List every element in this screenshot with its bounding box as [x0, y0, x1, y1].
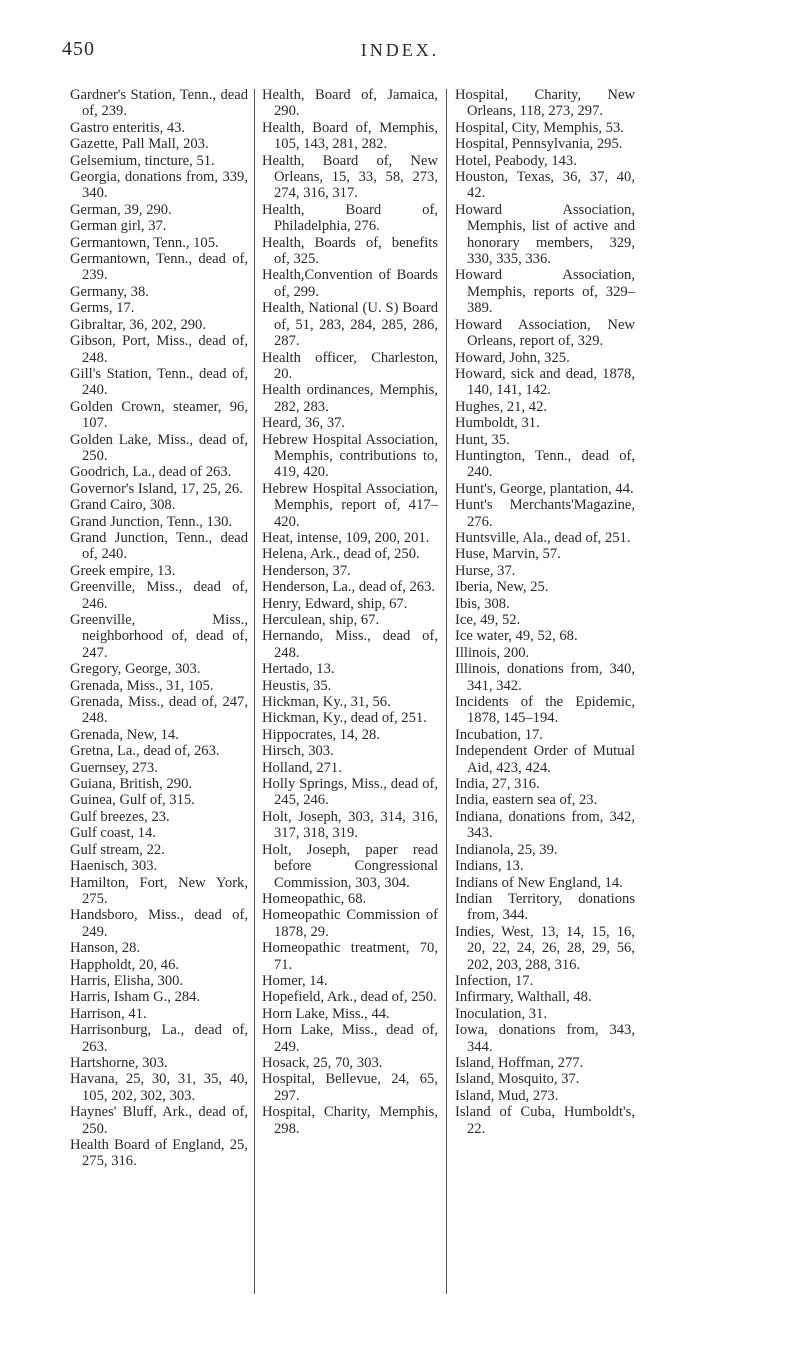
index-entry: Greek empire, 13. — [70, 562, 176, 579]
index-entry: Howard Association, Memphis, reports of, 329–389. — [455, 267, 635, 317]
index-entry: Horn Lake, Miss., 44. — [262, 1005, 390, 1022]
index-entry: Havana, 25, 30, 31, 35, 40, 105, 202, 302, 303. — [70, 1071, 248, 1104]
index-entry: Indianola, 25, 39. — [455, 841, 558, 858]
index-entry: Goodrich, La., dead of 263. — [70, 464, 232, 481]
index-entry: Health officer, Charleston, 20. — [262, 349, 438, 382]
index-entry: Hospital, Pennsylvania, 295. — [455, 136, 623, 153]
index-entry: Homeopathic Commission of 1878, 29. — [262, 907, 438, 940]
index-entry: Health, National (U. S) Board of, 51, 283, 284, 285, 286, 287. — [262, 300, 438, 350]
index-entry: Heat, intense, 109, 200, 201. — [262, 529, 430, 546]
index-entry: Hurse, 37. — [455, 562, 516, 579]
index-entry: Hopefield, Ark., dead of, 250. — [262, 989, 437, 1006]
index-entry: Greenville, Miss., dead of, 246. — [70, 579, 248, 612]
index-entry: Georgia, donations from, 339, 340. — [70, 169, 248, 202]
index-entry: Gulf coast, 14. — [70, 825, 156, 842]
index-entry: Gretna, La., dead of, 263. — [70, 743, 220, 760]
index-entry: Hosack, 25, 70, 303. — [262, 1054, 383, 1071]
index-entry: Howard Association, Memphis, list of active and honorary members, 329, 330, 335, 336. — [455, 201, 635, 268]
index-entry: Holly Springs, Miss., dead of, 245, 246. — [262, 776, 438, 809]
index-entry: Haenisch, 303. — [70, 858, 158, 875]
index-entry: Homeopathic, 68. — [262, 890, 367, 907]
index-entry: Grand Junction, Tenn., dead of, 240. — [70, 529, 248, 563]
index-entry: Germantown, Tenn., dead of, 239. — [70, 251, 248, 284]
index-entry: Health, Boards of, benefits of, 325. — [262, 234, 438, 268]
index-entry: Incidents of the Epidemic, 1878, 145–194. — [455, 694, 635, 727]
index-entry: Golden Crown, steamer, 96, 107. — [70, 398, 248, 432]
page-header — [0, 38, 800, 68]
index-entry: Health ordinances, Memphis, 282, 283. — [262, 382, 438, 415]
index-entry: Hospital, City, Memphis, 53. — [455, 119, 624, 136]
index-entry: Ibis, 308. — [455, 595, 510, 612]
index-entry: Infirmary, Walthall, 48. — [455, 989, 592, 1006]
index-entry: Indians, 13. — [455, 858, 524, 875]
index-entry: Hanson, 28. — [70, 940, 141, 957]
index-entry: Henry, Edward, ship, 67. — [262, 595, 408, 612]
index-entry: Holland, 271. — [262, 759, 342, 776]
index-entry: Island, Hoffman, 277. — [455, 1054, 584, 1071]
index-entry: Greenville, Miss., neighborhood of, dead of, 247. — [70, 612, 248, 661]
index-entry: Health Board of England, 25, 275, 316. — [70, 1137, 248, 1170]
index-entry: Health, Board of, Memphis, 105, 143, 281, 282. — [262, 119, 438, 153]
index-entry: Henderson, La., dead of, 263. — [262, 579, 436, 596]
index-entry: Hunt's Merchants'Magazine, 276. — [455, 497, 635, 530]
index-entry: Iowa, donations from, 343, 344. — [455, 1022, 635, 1055]
index-entry: Huntington, Tenn., dead of, 240. — [455, 447, 635, 481]
index-entry: Health, Board of, New Orleans, 15, 33, 58, 273, 274, 316, 317. — [262, 152, 438, 202]
index-entry: Incubation, 17. — [455, 726, 543, 743]
index-entry: Gregory, George, 303. — [70, 661, 201, 678]
index-entry: Guernsey, 273. — [70, 759, 158, 776]
index-entry: Golden Lake, Miss., dead of, 250. — [70, 431, 248, 464]
index-entry: Germany, 38. — [70, 283, 149, 300]
index-entry: Heard, 36, 37. — [262, 415, 346, 432]
index-entry: Howard, sick and dead, 1878, 140, 141, 142. — [455, 365, 635, 399]
index-entry: Gardner's Station, Tenn., dead of, 239. — [70, 87, 248, 120]
index-entry: Herculean, ship, 67. — [262, 612, 380, 628]
index-entry: Hunt's, George, plantation, 44. — [455, 480, 634, 497]
index-entry: Guiana, British, 290. — [70, 776, 193, 793]
index-entry: Independent Order of Mutual Aid, 423, 424. — [455, 743, 635, 776]
page-number: 450 — [62, 38, 95, 60]
index-entry: Island of Cuba, Humboldt's, 22. — [455, 1104, 635, 1137]
index-entry: Hotel, Peabody, 143. — [455, 152, 577, 169]
index-entry: Hernando, Miss., dead of, 248. — [262, 628, 438, 661]
column-divider — [446, 89, 447, 1294]
index-entry: Gill's Station, Tenn., dead of, 240. — [70, 365, 248, 399]
index-entry: Gastro enteritis, 43. — [70, 119, 186, 136]
index-entry: Houston, Texas, 36, 37, 40, 42. — [455, 169, 635, 202]
index-entry: Gazette, Pall Mall, 203. — [70, 136, 209, 153]
index-entry: Inoculation, 31. — [455, 1005, 548, 1022]
index-entry: Governor's Island, 17, 25, 26. — [70, 480, 243, 497]
index-entry: Gibson, Port, Miss., dead of, 248. — [70, 333, 248, 366]
index-entry: Harris, Elisha, 300. — [70, 972, 184, 989]
index-entry: Hospital, Bellevue, 24, 65, 297. — [262, 1071, 438, 1104]
index-entry: Grand Cairo, 308. — [70, 497, 176, 514]
index-entry: Hippocrates, 14, 28. — [262, 726, 380, 743]
index-entry: Hospital, Charity, New Orleans, 118, 273, 297. — [455, 87, 635, 120]
index-entry: Iberia, New, 25. — [455, 579, 549, 596]
index-column-3 — [455, 87, 635, 1137]
index-entry: Gelsemium, tincture, 51. — [70, 152, 215, 169]
index-entry: Happholdt, 20, 46. — [70, 956, 180, 973]
index-entry: Henderson, 37. — [262, 562, 351, 579]
index-entry: Homer, 14. — [262, 972, 328, 989]
page-title: INDEX. — [360, 40, 440, 60]
index-entry: Hebrew Hospital Association, Memphis, contributions to, 419, 420. — [262, 431, 438, 481]
index-entry: Hughes, 21, 42. — [455, 398, 548, 415]
index-column-1 — [70, 87, 248, 1170]
index-entry: Hunt, 35. — [455, 431, 510, 448]
index-entry: Gulf breezes, 23. — [70, 808, 170, 825]
index-entry: German, 39, 290. — [70, 201, 172, 218]
index-entry: Illinois, 200. — [455, 644, 530, 661]
index-entry: Hamilton, Fort, New York, 275. — [70, 874, 248, 907]
index-entry: Grenada, Miss., dead of, 247, 248. — [70, 694, 248, 727]
index-entry: Indies, West, 13, 14, 15, 16, 20, 22, 24, 26, 28, 29, 56, 202, 203, 288, 316. — [455, 923, 635, 973]
index-entry: Howard, John, 325. — [455, 349, 570, 366]
index-entry: Hickman, Ky., 31, 56. — [262, 694, 391, 711]
index-entry: Island, Mosquito, 37. — [455, 1071, 580, 1088]
index-entry: Grand Junction, Tenn., 130. — [70, 513, 233, 530]
index-entry: German girl, 37. — [70, 218, 167, 235]
index-entry: Health, Board of, Jamaica, 290. — [262, 87, 438, 120]
index-entry: Hebrew Hospital Association, Memphis, report of, 417–420. — [262, 480, 438, 530]
column-divider — [254, 89, 255, 1294]
index-entry: Indian Territory, donations from, 344. — [455, 890, 635, 924]
index-entry: Horn Lake, Miss., dead of, 249. — [262, 1022, 438, 1055]
index-entry: Holt, Joseph, 303, 314, 316, 317, 318, 319. — [262, 808, 438, 842]
index-entry: Indians of New England, 14. — [455, 874, 623, 891]
index-entry: Haynes' Bluff, Ark., dead of, 250. — [70, 1104, 248, 1137]
index-entry: Illinois, donations from, 340, 341, 342. — [455, 661, 635, 694]
index-entry: Homeopathic treatment, 70, 71. — [262, 940, 438, 973]
index-entry: Gulf stream, 22. — [70, 841, 165, 858]
index-entry: Huntsville, Ala., dead of, 251. — [455, 529, 631, 546]
index-entry: India, 27, 316. — [455, 776, 540, 793]
index-entry: Ice water, 49, 52, 68. — [455, 628, 578, 645]
index-entry: Guinea, Gulf of, 315. — [70, 792, 195, 809]
index-entry: Hospital, Charity, Memphis, 298. — [262, 1104, 438, 1137]
index-entry: Ice, 49, 52. — [455, 612, 521, 628]
index-column-2 — [262, 87, 438, 1137]
index-entry: Hirsch, 303. — [262, 743, 334, 760]
index-entry: Heustis, 35. — [262, 677, 332, 694]
index-entry: Harrison, 41. — [70, 1005, 147, 1022]
index-entry: Gibraltar, 36, 202, 290. — [70, 316, 207, 333]
index-entry: Howard Association, New Orleans, report of, 329. — [455, 316, 635, 350]
index-entry: Humboldt, 31. — [455, 415, 540, 432]
index-entry: Helena, Ark., dead of, 250. — [262, 546, 420, 563]
index-entry: Indiana, donations from, 342, 343. — [455, 808, 635, 842]
index-entry: Infection, 17. — [455, 972, 534, 989]
index-entry: India, eastern sea of, 23. — [455, 792, 598, 809]
index-entry: Grenada, New, 14. — [70, 726, 179, 743]
index-entry: Huse, Marvin, 57. — [455, 546, 561, 563]
index-entry: Harrisonburg, La., dead of, 263. — [70, 1022, 248, 1055]
index-entry: Hickman, Ky., dead of, 251. — [262, 710, 427, 727]
index-entry: Handsboro, Miss., dead of, 249. — [70, 907, 248, 940]
index-entry: Germantown, Tenn., 105. — [70, 234, 219, 251]
index-entry: Grenada, Miss., 31, 105. — [70, 677, 214, 694]
index-entry: Germs, 17. — [70, 300, 135, 317]
index-entry: Island, Mud, 273. — [455, 1087, 559, 1104]
index-entry: Hertado, 13. — [262, 661, 335, 678]
index-entry: Hartshorne, 303. — [70, 1054, 168, 1071]
index-entry: Harris, Isham G., 284. — [70, 989, 201, 1006]
index-entry: Health,Convention of Boards of, 299. — [262, 267, 438, 300]
index-entry: Health, Board of, Philadelphia, 276. — [262, 201, 438, 235]
index-entry: Holt, Joseph, paper read before Congressional Commission, 303, 304. — [262, 841, 438, 891]
